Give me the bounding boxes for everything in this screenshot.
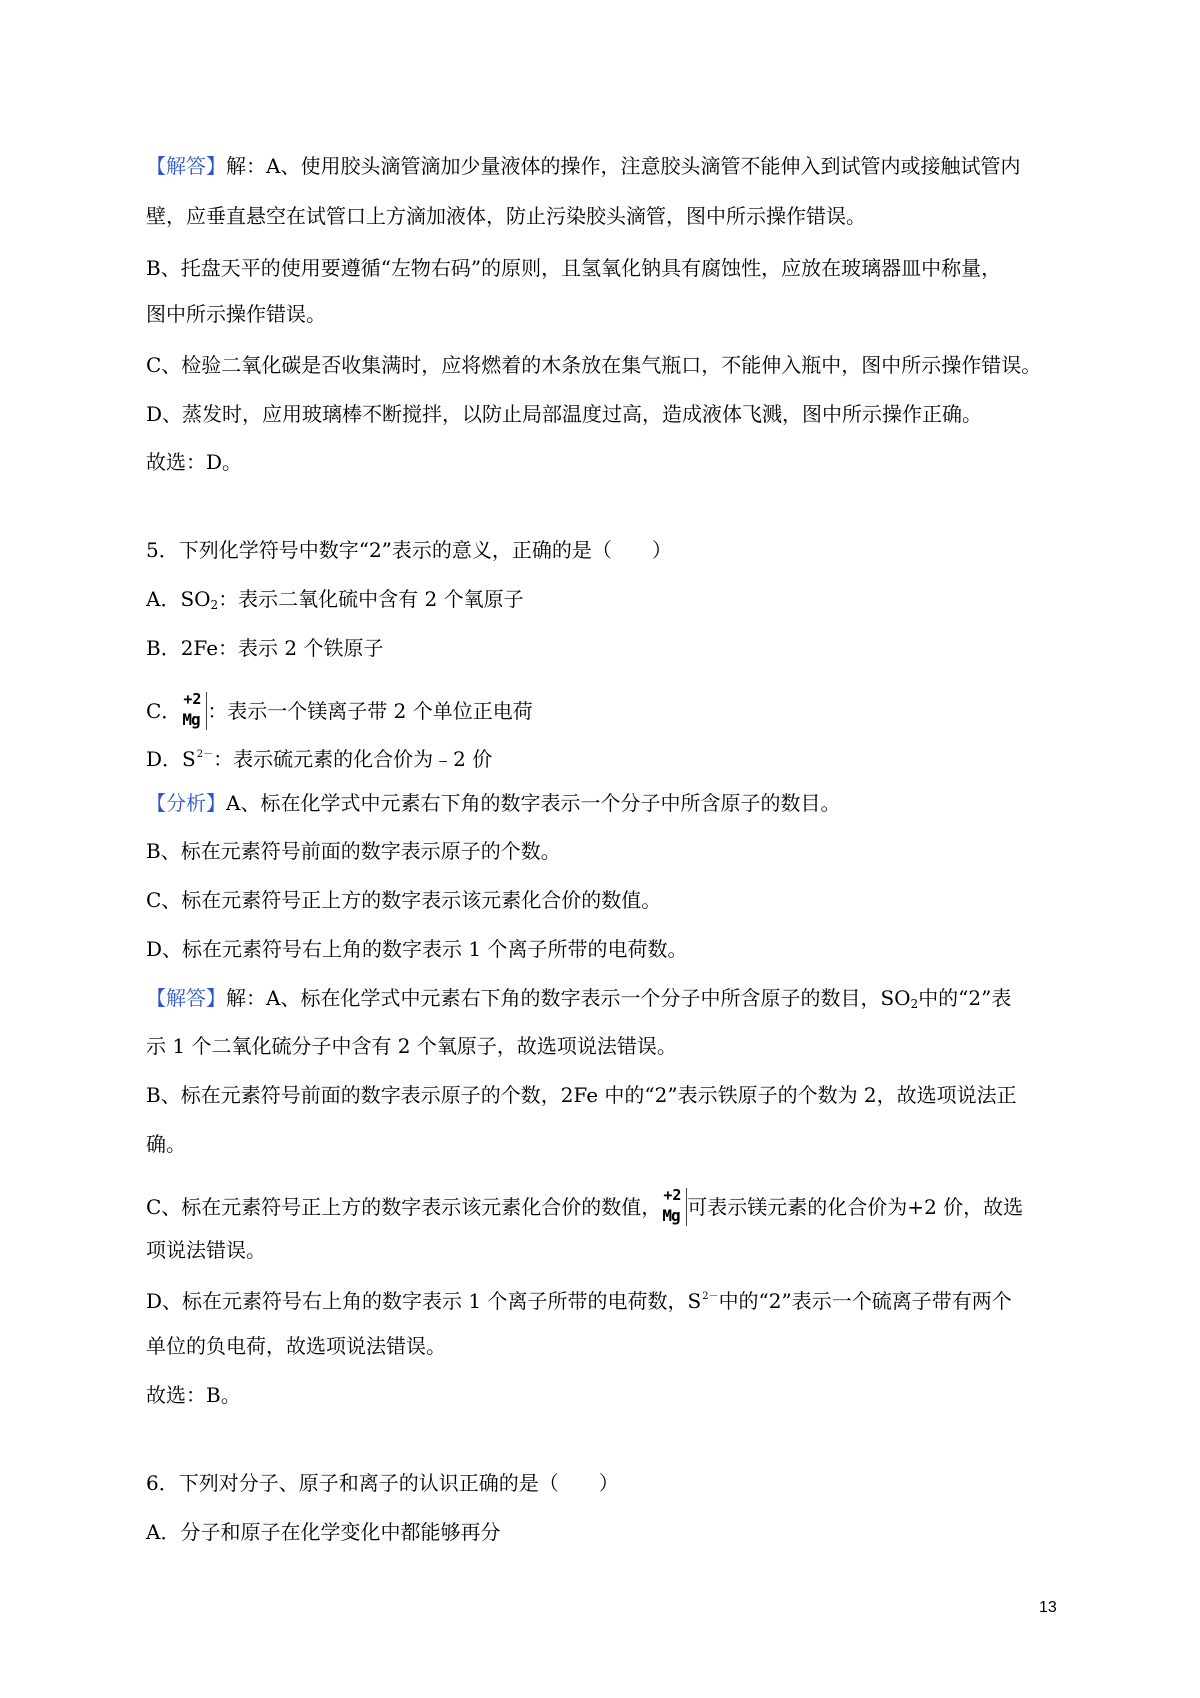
q5-answer-c-line-2: 项说法错误。	[146, 1238, 266, 1262]
q5-stem: 5．下列化学符号中数字“2”表示的意义，正确的是（ ）	[146, 538, 672, 562]
q5-option-b: B．2Fe：表示 2 个铁原子	[146, 636, 384, 660]
q5-analysis-a: 【分析】A、标在化学式中元素右下角的数字表示一个分子中所含原子的数目。	[146, 791, 841, 815]
answer-tag: 【解答】	[146, 986, 226, 1010]
q5-answer-b-line-2: 确。	[146, 1132, 186, 1156]
q5-answer-b-line-1: B、标在元素符号前面的数字表示原子的个数，2Fe 中的“2”表示铁原子的个数为 2，故选项说法正	[146, 1083, 1017, 1107]
answer-tag: 【解答】	[146, 154, 226, 178]
q4-answer-line-2: 壁，应垂直悬空在试管口上方滴加液体，防止污染胶头滴管，图中所示操作错误。	[146, 204, 866, 228]
analysis-tag: 【分析】	[146, 791, 226, 815]
q4-answer-c-line: C、检验二氧化碳是否收集满时，应将燃着的木条放在集气瓶口，不能伸入瓶中，图中所示操作错误。	[146, 353, 1042, 377]
q5-answer-d-line-1: D、标在元素符号右上角的数字表示 1 个离子所带的电荷数，$S^{2-}$中的“2”表示一个硫离子带有两个	[146, 1289, 1012, 1313]
q5-analysis-c: C、标在元素符号正上方的数字表示该元素化合价的数值。	[146, 888, 662, 912]
page-number: 13	[1039, 1599, 1057, 1616]
mg-valence-symbol: +2 Mg	[661, 1186, 687, 1228]
q4-answer-d-line: D、蒸发时，应用玻璃棒不断搅拌，以防止局部温度过高，造成液体飞溅，图中所示操作正确。	[146, 402, 983, 426]
q5-answer-a-line-2: 示 1 个二氧化硫分子中含有 2 个氧原子，故选项说法错误。	[146, 1034, 677, 1058]
mg-valence-symbol: +2 Mg	[181, 690, 207, 732]
q5-analysis-d: D、标在元素符号右上角的数字表示 1 个离子所带的电荷数。	[146, 937, 688, 961]
q5-choice: 故选：B。	[146, 1383, 241, 1407]
q5-option-a: A．$SO_2$：表示二氧化硫中含有 2 个氧原子	[146, 587, 524, 612]
q5-option-d: D．$S^{2-}$：表示硫元素的化合价为﹣2 价	[146, 747, 493, 771]
q5-option-c: C． +2 Mg ：表示一个镁离子带 2 个单位正电荷	[146, 690, 533, 732]
q4-answer-line-1: 【解答】解：A、使用胶头滴管滴加少量液体的操作，注意胶头滴管不能伸入到试管内或接触试管内	[146, 154, 1021, 178]
q5-answer-c-line-1: C、标在元素符号正上方的数字表示该元素化合价的数值， +2 Mg 可表示镁元素的化合价为+2 价，故选	[146, 1186, 1023, 1228]
q6-stem: 6．下列对分子、原子和离子的认识正确的是（ ）	[146, 1471, 619, 1495]
q6-option-a: A．分子和原子在化学变化中都能够再分	[146, 1520, 501, 1544]
q5-answer-d-line-2: 单位的负电荷，故选项说法错误。	[146, 1334, 446, 1358]
q5-analysis-b: B、标在元素符号前面的数字表示原子的个数。	[146, 839, 561, 863]
q4-answer-b-line-1: B、托盘天平的使用要遵循“左物右码”的原则，且氢氧化钠具有腐蚀性，应放在玻璃器皿中称量，	[146, 256, 1002, 280]
q4-choice: 故选：D。	[146, 450, 243, 474]
q5-answer-a-line-1: 【解答】解：A、标在化学式中元素右下角的数字表示一个分子中所含原子的数目，$SO_2$中的“2”表	[146, 986, 1012, 1011]
q4-answer-b-line-2: 图中所示操作错误。	[146, 302, 326, 326]
